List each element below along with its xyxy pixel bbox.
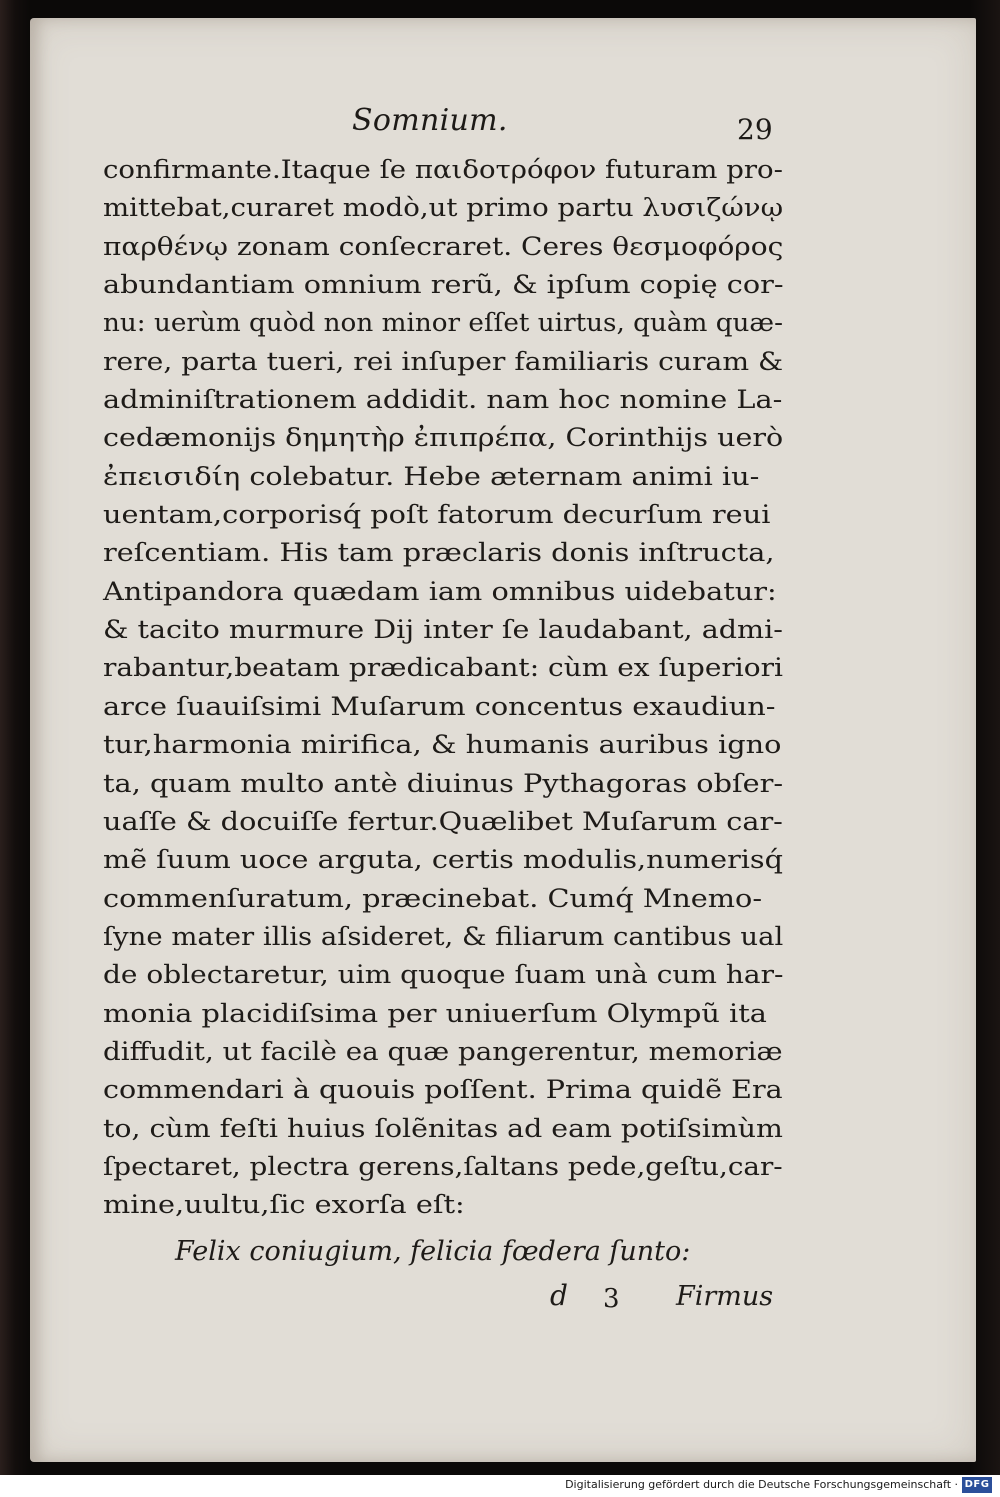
text-line: ſpectaret, plectra gerens,ſaltans pede,geſtu,car- <box>103 1151 783 1181</box>
text-line: abundantiam omnium rerũ, & ipſum copię cor- <box>103 270 784 300</box>
text-line: & tacito murmure Dij inter ſe laudabant, admi- <box>103 615 783 645</box>
text-line: παρθένῳ zonam conſecraret. Ceres θεσμοφόρος <box>103 231 784 261</box>
text-line: ſyne mater illis aſsideret, & filiarum cantibus ual <box>103 921 784 951</box>
signature-number: 3 <box>603 1284 620 1314</box>
text-line: Antipandora quædam iam omnibus uidebatur: <box>103 576 777 606</box>
text-line: rabantur,beatam prædicabant: cùm ex ſuperiori <box>103 653 783 683</box>
text-line: commenſuratum, præcinebat. Cumq́ Mnemo- <box>103 883 763 913</box>
footer-credit: Digitalisierung gefördert durch die Deutsche Forschungsgemeinschaft · <box>565 1478 958 1491</box>
text-line: ἐπεισιδίη colebatur. Hebe æternam animi iu- <box>103 461 760 491</box>
text-line: to, cùm feſti huius ſolẽnitas ad eam potiſsimùm <box>103 1113 783 1143</box>
running-head: Somnium. <box>352 103 508 138</box>
text-line: mine,uultu,ſic exorſa eſt: <box>103 1190 465 1220</box>
signature-mark: d <box>550 1279 568 1312</box>
page-number: 29 <box>737 113 773 146</box>
catchword: Firmus <box>676 1281 774 1312</box>
text-line: rere, parta tueri, rei inſuper familiaris curam & <box>103 346 784 376</box>
text-line: mittebat,curaret modò,ut primo partu λυσιζώνῳ <box>103 193 784 223</box>
text-line: mẽ ſuum uoce arguta, certis modulis,numerisq́ <box>103 845 783 875</box>
text-line: arce ſuauiſsimi Muſarum concentus exaudiun- <box>103 691 776 721</box>
text-line: de oblectaretur, uim quoque ſuam unà cum har- <box>103 960 784 990</box>
text-line: uentam,corporisq́ poſt fatorum decurſum reui <box>103 500 771 530</box>
text-line: diffudit, ut facilè ea quæ pangerentur, memoriæ <box>103 1036 783 1066</box>
text-line: confirmante.Itaque ſe παιδοτρόφον futuram pro- <box>103 155 783 184</box>
text-line: adminiſtrationem addidit. nam hoc nomine La- <box>103 385 783 415</box>
text-line: nu: uerùm quòd non minor eſſet uirtus, quàm quæ- <box>103 308 783 338</box>
verse-line: Felix coniugium, felicia fœdera ſunto: <box>175 1236 691 1267</box>
text-line: monia placidiſsima per uniuerſum Olympũ ita <box>103 998 767 1028</box>
text-line: commendari à quouis poſſent. Prima quidẽ Era <box>103 1075 783 1105</box>
text-line: uaſſe & docuiſſe fertur.Quælibet Muſarum car- <box>103 806 783 836</box>
text-line: tur,harmonia mirifica, & humanis auribus igno <box>103 730 782 760</box>
dfg-logo-icon: DFG <box>962 1477 992 1493</box>
body-text <box>103 151 783 1225</box>
text-line: cedæmonijs δημητὴρ ἐπιπρέπα, Corinthijs uerò <box>103 423 784 453</box>
text-line: reſcentiam. His tam præclaris donis inſtructa, <box>103 538 775 568</box>
text-line: ta, quam multo antè diuinus Pythagoras obſer- <box>103 768 784 798</box>
